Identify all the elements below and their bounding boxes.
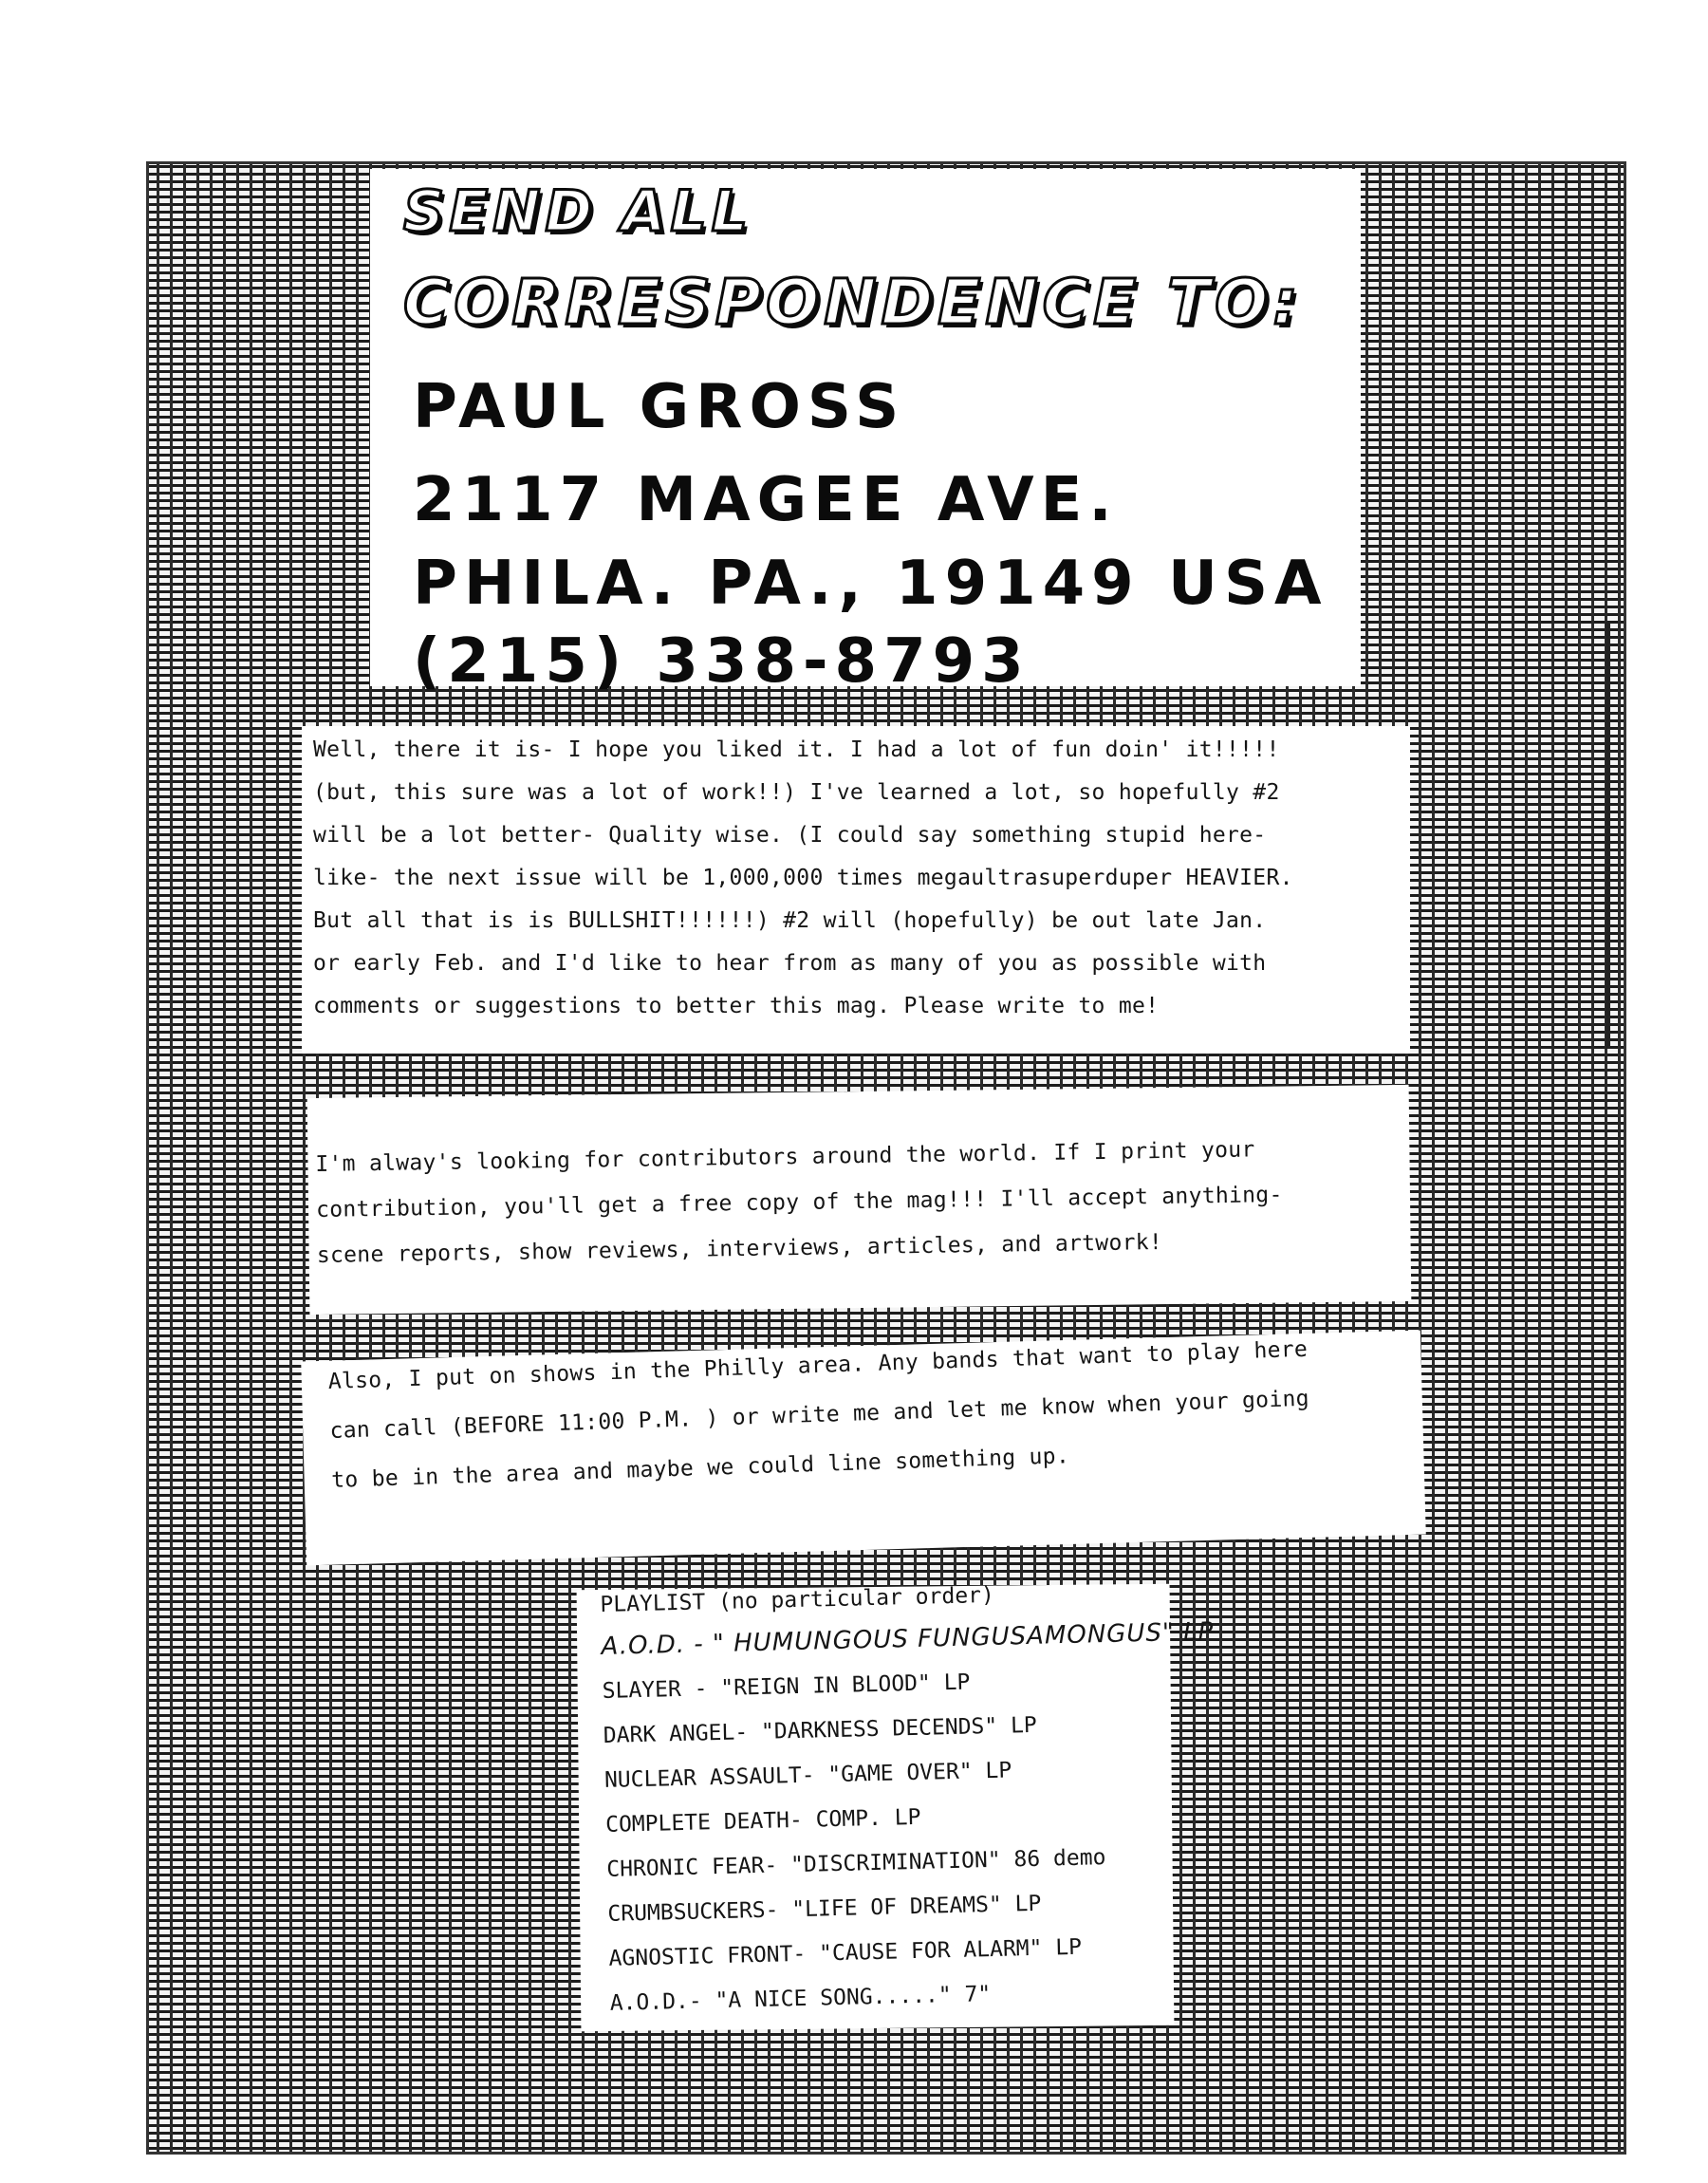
playlist-item: AGNOSTIC FRONT- "CAUSE FOR ALARM" LP — [608, 1934, 1083, 1971]
playlist-item: SLAYER - "REIGN IN BLOOD" LP — [602, 1670, 971, 1704]
playlist-item: A.O.D. - " HUMUNGOUS FUNGUSAMONGUS" LP — [601, 1617, 1215, 1661]
contributors-line: scene reports, show reviews, interviews, articles, and artwork! — [316, 1229, 1163, 1268]
address-name: PAUL GROSS — [413, 372, 906, 442]
shows-line: can call (BEFORE 11:00 P.M. ) or write me and let me know when your going — [329, 1386, 1310, 1444]
letter-line: (but, this sure was a lot of work!!) I've learned a lot, so hopefully #2 — [313, 780, 1280, 805]
playlist-item: COMPLETE DEATH- COMP. LP — [604, 1804, 921, 1838]
playlist-item: CHRONIC FEAR- "DISCRIMINATION" 86 demo — [606, 1845, 1106, 1882]
address-street: 2117 MAGEE AVE. — [413, 465, 1119, 535]
letter-line: comments or suggestions to better this mag. Please write to me! — [313, 994, 1160, 1018]
letter-line: will be a lot better- Quality wise. (I could say something stupid here- — [313, 823, 1267, 848]
letter-line: Well, there it is- I hope you liked it. I had a lot of fun doin' it!!!!! — [313, 737, 1280, 762]
contributors-line: I'm alway's looking for contributors around the world. If I print your — [315, 1137, 1255, 1177]
header-title-line-2: CORRESPONDENCE TO: — [403, 266, 1303, 339]
playlist-item: A.O.D.- "A NICE SONG....." 7" — [609, 1982, 992, 2016]
vertical-rule — [1606, 622, 1610, 1049]
letter-line: or early Feb. and I'd like to hear from as many of you as possible with — [313, 951, 1267, 976]
playlist-item: NUCLEAR ASSAULT- "GAME OVER" LP — [603, 1758, 1012, 1793]
playlist-heading: PLAYLIST (no particular order) — [600, 1582, 995, 1617]
address-city: PHILA. PA., 19149 USA — [413, 549, 1328, 619]
contributors-paragraph — [315, 1127, 1284, 1278]
header-title-line-1: SEND ALL — [403, 178, 753, 245]
letter-line: But all that is is BULLSHIT!!!!!!) #2 will (hopefully) be out late Jan. — [313, 908, 1267, 933]
playlist — [600, 1570, 1223, 2026]
letter-paragraph — [313, 729, 1293, 1028]
contributors-line: contribution, you'll get a free copy of the mag!!! I'll accept anything- — [315, 1182, 1283, 1222]
address-phone: (215) 338-8793 — [413, 626, 1030, 697]
letter-line: like- the next issue will be 1,000,000 times megaultrasuperduper HEAVIER. — [313, 866, 1293, 890]
playlist-item: CRUMBSUCKERS- "LIFE OF DREAMS" LP — [607, 1891, 1042, 1927]
playlist-item: DARK ANGEL- "DARKNESS DECENDS" LP — [603, 1712, 1038, 1748]
shows-line: to be in the area and maybe we could line something up. — [330, 1444, 1070, 1493]
shows-line: Also, I put on shows in the Philly area. Any bands that want to play here — [327, 1336, 1309, 1394]
